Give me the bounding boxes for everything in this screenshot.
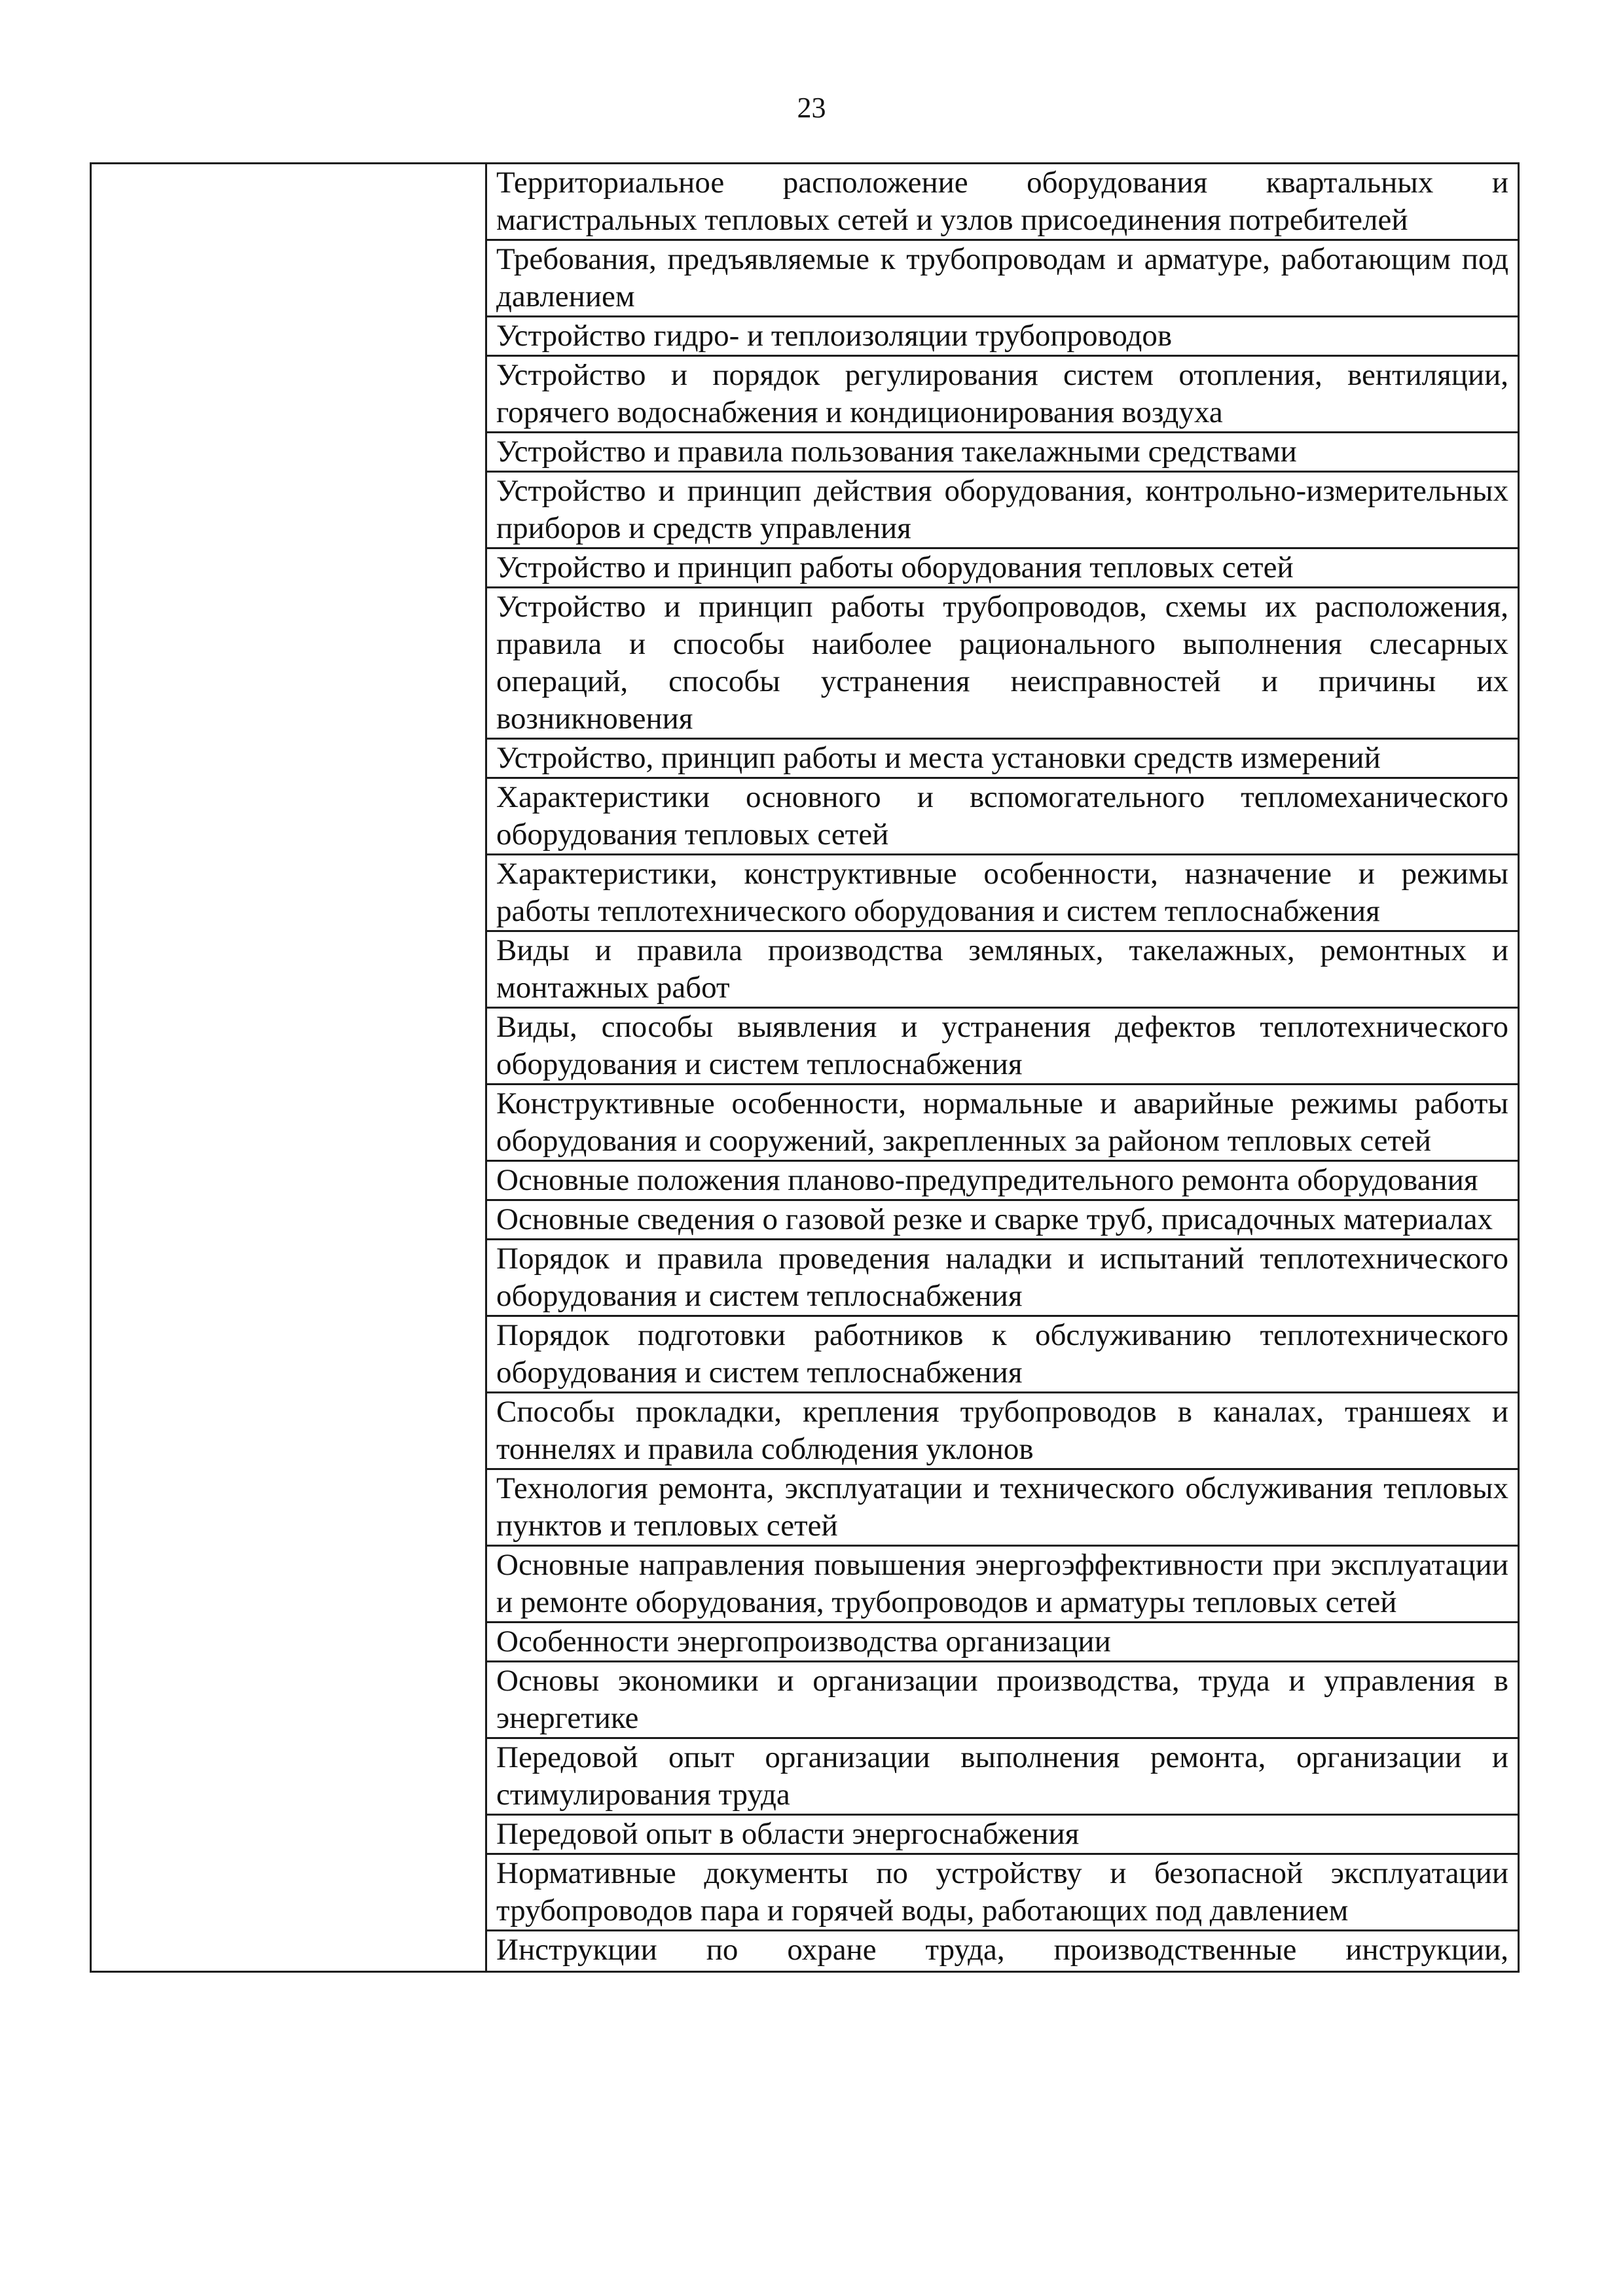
table-cell: Порядок и правила проведения наладки и испытаний теплотехнического оборудования и систем теплоснабжения	[486, 1240, 1519, 1316]
table-cell: Устройство и принцип работы оборудования тепловых сетей	[486, 548, 1519, 588]
table-cell: Передовой опыт организации выполнения ремонта, организации и стимулирования труда	[486, 1738, 1519, 1815]
table-cell: Устройство и принцип работы трубопроводов, схемы их расположения, правила и способы наиболее рационального выполнения слесарных операций, способы устранения неисправностей и причины их возникновения	[486, 588, 1519, 739]
table-cell: Характеристики основного и вспомогательного тепломеханического оборудования тепловых сетей	[486, 778, 1519, 855]
table-cell: Порядок подготовки работников к обслуживанию теплотехнического оборудования и систем теплоснабжения	[486, 1316, 1519, 1393]
table-cell: Характеристики, конструктивные особенности, назначение и режимы работы теплотехнического оборудования и систем теплоснабжения	[486, 855, 1519, 931]
table-cell: Нормативные документы по устройству и безопасной эксплуатации трубопроводов пара и горячей воды, работающих под давлением	[486, 1854, 1519, 1931]
table-cell: Инструкции по охране труда, производственные инструкции,	[486, 1931, 1519, 1972]
table-cell: Конструктивные особенности, нормальные и аварийные режимы работы оборудования и сооружений, закрепленных за районом тепловых сетей	[486, 1085, 1519, 1161]
page-number: 23	[797, 92, 826, 124]
table-cell: Основные сведения о газовой резке и сварке труб, присадочных материалах	[486, 1200, 1519, 1240]
table-cell: Особенности энергопроизводства организации	[486, 1623, 1519, 1662]
left-column-cell	[91, 164, 486, 1972]
table-cell: Устройство и принцип действия оборудования, контрольно-измерительных приборов и средств управления	[486, 472, 1519, 548]
table-cell: Требования, предъявляемые к трубопроводам и арматуре, работающим под давлением	[486, 240, 1519, 317]
table-cell: Основы экономики и организации производства, труда и управления в энергетике	[486, 1662, 1519, 1738]
table-row	[91, 164, 1519, 240]
knowledge-table	[90, 162, 1520, 1973]
table-cell: Устройство и правила пользования такелажными средствами	[486, 433, 1519, 472]
table-cell: Способы прокладки, крепления трубопроводов в каналах, траншеях и тоннелях и правила соблюдения уклонов	[486, 1393, 1519, 1469]
table-cell: Основные направления повышения энергоэффективности при эксплуатации и ремонте оборудования, трубопроводов и арматуры тепловых сетей	[486, 1546, 1519, 1623]
table-cell: Передовой опыт в области энергоснабжения	[486, 1815, 1519, 1854]
table-cell: Технология ремонта, эксплуатации и технического обслуживания тепловых пунктов и тепловых сетей	[486, 1469, 1519, 1546]
table-cell: Виды и правила производства земляных, такелажных, ремонтных и монтажных работ	[486, 931, 1519, 1008]
table-cell: Виды, способы выявления и устранения дефектов теплотехнического оборудования и систем теплоснабжения	[486, 1008, 1519, 1085]
table-cell: Устройство гидро- и теплоизоляции трубопроводов	[486, 317, 1519, 356]
table-cell: Территориальное расположение оборудования квартальных и магистральных тепловых сетей и узлов присоединения потребителей	[486, 164, 1519, 240]
table-cell: Основные положения планово-предупредительного ремонта оборудования	[486, 1161, 1519, 1200]
table-cell: Устройство и порядок регулирования систем отопления, вентиляции, горячего водоснабжения и кондиционирования воздуха	[486, 356, 1519, 433]
table-cell: Устройство, принцип работы и места установки средств измерений	[486, 739, 1519, 778]
